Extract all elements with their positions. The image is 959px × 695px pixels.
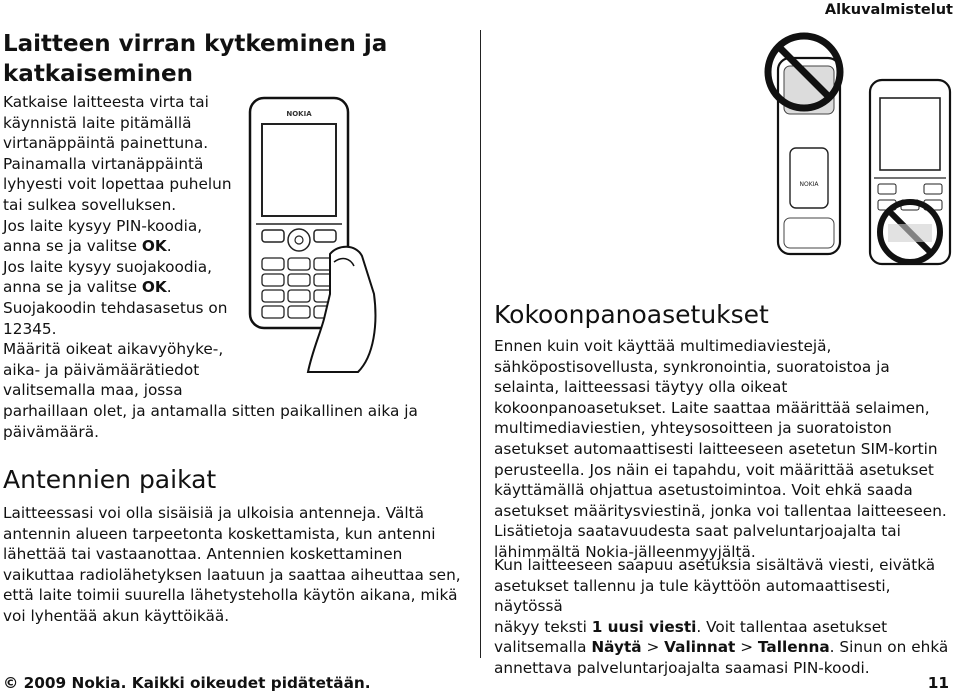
config-section-title: Kokoonpanoasetukset	[494, 300, 769, 329]
antenna-section-body	[3, 503, 473, 627]
phone-power-key-illustration	[238, 94, 378, 374]
config-line: sähköpostisovellusta, synkronointia, suoratoistoa ja	[494, 357, 890, 376]
power-line: päivämäärä.	[3, 422, 99, 441]
antenna-section-title: Antennien paikat	[3, 465, 217, 494]
config-line: Lisätietoja saatavuudesta saat palveluntarjoajalta tai	[494, 522, 901, 541]
power-section-title: Laitteen virran kytkeminen ja katkaiseminen	[3, 31, 388, 87]
antenna-line: lähettää tai vastaanottaa. Antennien koskettaminen	[3, 545, 403, 564]
config-line: annettava palveluntarjoajalta saamasi PIN-koodi.	[494, 658, 870, 677]
power-line-ok: anna se ja valitse OK.	[3, 278, 172, 297]
power-line: virtanäppäintä painettuna.	[3, 134, 209, 153]
ok-label: OK	[141, 278, 167, 297]
power-line: Suojakoodin tehdasasetus on	[3, 298, 228, 317]
menu-save-label: Tallenna	[757, 638, 830, 657]
config-line: näkyy teksti 1 uusi viesti. Voit tallentaa asetukset	[494, 617, 888, 636]
power-line: tai sulkea sovelluksen.	[3, 195, 177, 214]
menu-options-label: Valinnat	[664, 638, 736, 657]
config-para-2	[494, 555, 956, 679]
footer-copyright: © 2009 Nokia. Kaikki oikeudet pidätetään.	[3, 674, 371, 692]
config-line: asetukset tallennu ja tule käyttöön automaattisesti, näytössä	[494, 576, 891, 616]
power-line: Jos laite kysyy suojakoodia,	[3, 257, 213, 276]
phone-back-brand-label: NOKIA	[799, 181, 819, 188]
new-message-label: 1 uusi viesti	[591, 617, 697, 636]
power-line: Painamalla virtanäppäintä	[3, 154, 204, 173]
power-line: Määritä oikeat aikavyöhyke-,	[3, 340, 224, 359]
menu-show-label: Näytä	[591, 638, 642, 657]
antenna-line: voi lyhentää akun käyttöikää.	[3, 606, 230, 625]
antenna-line: antennin alueen tarpeetonta koskettamista, kun antenni	[3, 524, 436, 543]
page-number: 11	[927, 674, 949, 692]
antenna-areas-illustration	[718, 28, 958, 268]
config-line: lähimmältä Nokia-jälleenmyyjältä.	[494, 542, 756, 561]
config-line: multimediaviestien, yhteysosoitteen ja suoratoiston	[494, 419, 892, 438]
ok-label: OK	[141, 237, 167, 256]
power-line: parhaillaan olet, ja antamalla sitten paikallinen aika ja	[3, 401, 418, 420]
power-line: Jos laite kysyy PIN-koodia,	[3, 216, 203, 235]
power-line: käynnistä laite pitämällä	[3, 113, 192, 132]
config-line: Ennen kuin voit käyttää multimediaviestejä,	[494, 337, 832, 355]
column-divider	[480, 30, 481, 658]
config-para-1	[494, 336, 956, 563]
config-line: perusteella. Jos näin ei tapahdu, voit määrittää asetukset	[494, 460, 934, 479]
power-line: Katkaise laitteesta virta tai	[3, 93, 209, 111]
power-line: valitsemalla maa, jossa	[3, 381, 183, 400]
config-line: selainta, laitteessasi täytyy olla oikeat	[494, 378, 788, 397]
power-line: lyhyesti voit lopettaa puhelun	[3, 175, 232, 194]
config-line: kokoonpanoasetukset. Laite saattaa määrittää selaimen,	[494, 398, 930, 417]
power-line: aika- ja päivämäärätiedot	[3, 360, 200, 379]
config-line: valitsemalla Näytä > Valinnat > Tallenna. Sinun on ehkä	[494, 638, 949, 657]
config-line: asetukset määritysviestinä, jonka voi tallentaa laitteeseen.	[494, 501, 947, 520]
antenna-line: Laitteessasi voi olla sisäisiä ja ulkoisia antenneja. Vältä	[3, 504, 424, 522]
power-line: 12345.	[3, 319, 57, 338]
antenna-line: vaikuttaa radiolähetyksen laatuun ja saattaa aiheuttaa sen,	[3, 565, 461, 584]
antenna-line: että laite toimii suurella lähetysteholla käytön aikana, mikä	[3, 586, 458, 605]
config-line: asetukset automaattisesti laitteeseen asetetun SIM-kortin	[494, 439, 938, 458]
config-line: käyttämällä ohjattua asetustoimintoa. Voit ehkä saada	[494, 481, 913, 500]
config-line: Kun laitteeseen saapuu asetuksia sisältävä viesti, eivätkä	[494, 556, 936, 574]
section-header: Alkuvalmistelut	[824, 2, 953, 18]
phone-brand-label: NOKIA	[286, 110, 312, 118]
power-line-ok: anna se ja valitse OK.	[3, 237, 172, 256]
